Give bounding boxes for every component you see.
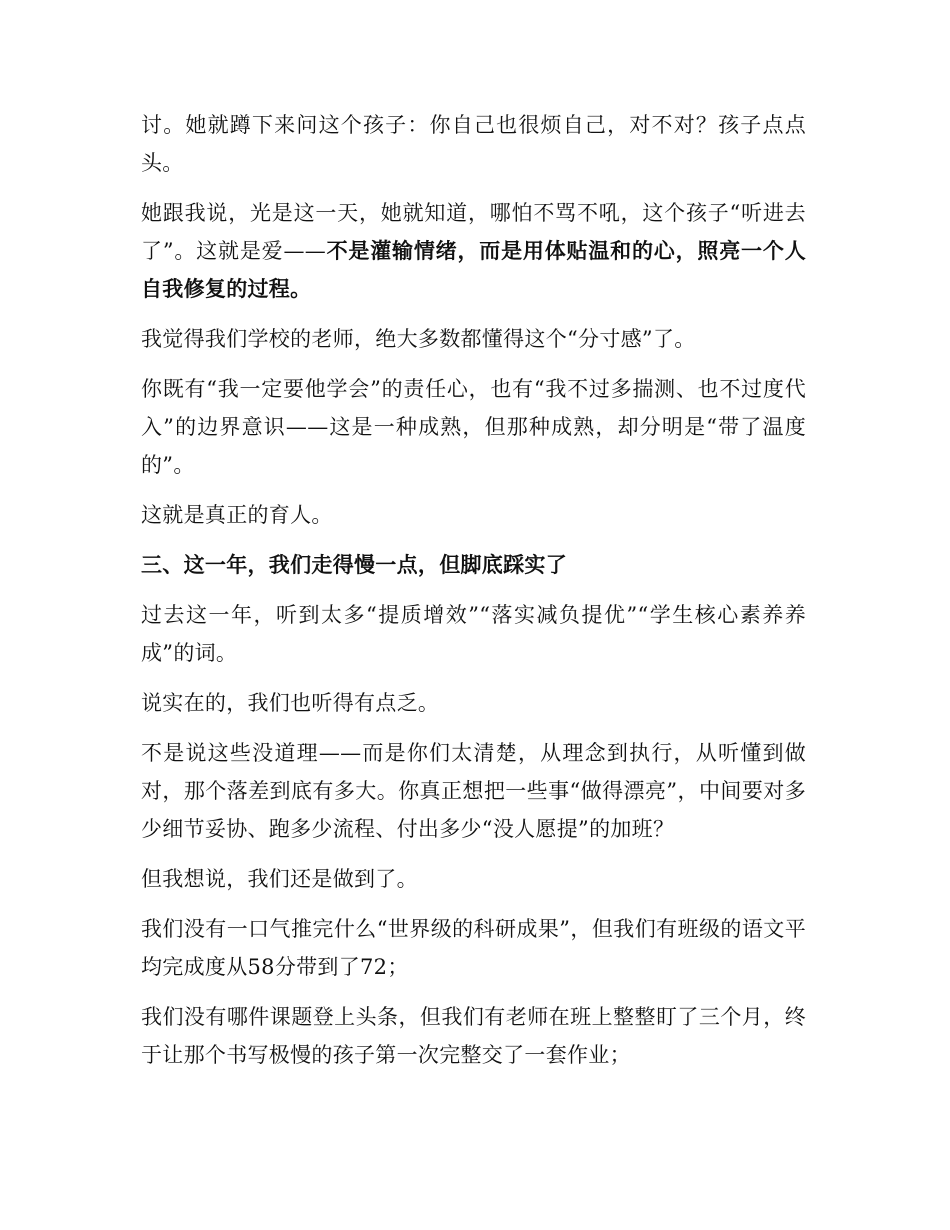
paragraph-9: 但我想说，我们还是做到了。 — [141, 867, 418, 891]
paragraph-7: 说实在的，我们也听得有点乏。 — [141, 691, 440, 715]
paragraph-11: 我们没有哪件课题登上头条，但我们有老师在班上整整盯了三个月，终于让那个书写极慢的孩子第一次完整交了一套作业； — [141, 1005, 806, 1067]
paragraph-10: 我们没有一口气推完什么“世界级的科研成果”，但我们有班级的语文平均完成度从58分带到了72； — [141, 917, 806, 979]
section-heading-3: 三、这一年，我们走得慢一点，但脚底踩实了 — [141, 552, 567, 577]
paragraph-4: 你既有“我一定要他学会”的责任心，也有“我不过多揣测、也不过度代入”的边界意识——这是一种成熟，但那种成熟，却分明是“带了温度的”。 — [141, 377, 806, 477]
paragraph-2-text: 她跟我说，光是这一天，她就知道，哪怕不骂不吼，这个孩子“听进去了”。这就是爱—— — [141, 201, 806, 263]
paragraph-6: 过去这一年，听到太多“提质增效”“落实减负提优”“学生核心素养养成”的词。 — [141, 603, 806, 665]
paragraph-8: 不是说这些没道理——而是你们太清楚，从理念到执行，从听懂到做对，那个落差到底有多大。你真正想把一些事“做得漂亮”，中间要对多少细节妥协、跑多少流程、付出多少“没人愿提”的加班？ — [141, 741, 806, 841]
paragraph-2-bold-text: 不是灌输情绪，而是用体贴温和的心，照亮一个人自我修复的过程。 — [141, 238, 806, 301]
paragraph-5: 这就是真正的育人。 — [141, 503, 333, 527]
document-page — [141, 106, 806, 1086]
paragraph-3: 我觉得我们学校的老师，绝大多数都懂得这个“分寸感”了。 — [141, 327, 696, 351]
paragraph-2 — [141, 194, 806, 308]
paragraph-1: 讨。她就蹲下来问这个孩子：你自己也很烦自己，对不对？孩子点点头。 — [141, 113, 806, 175]
